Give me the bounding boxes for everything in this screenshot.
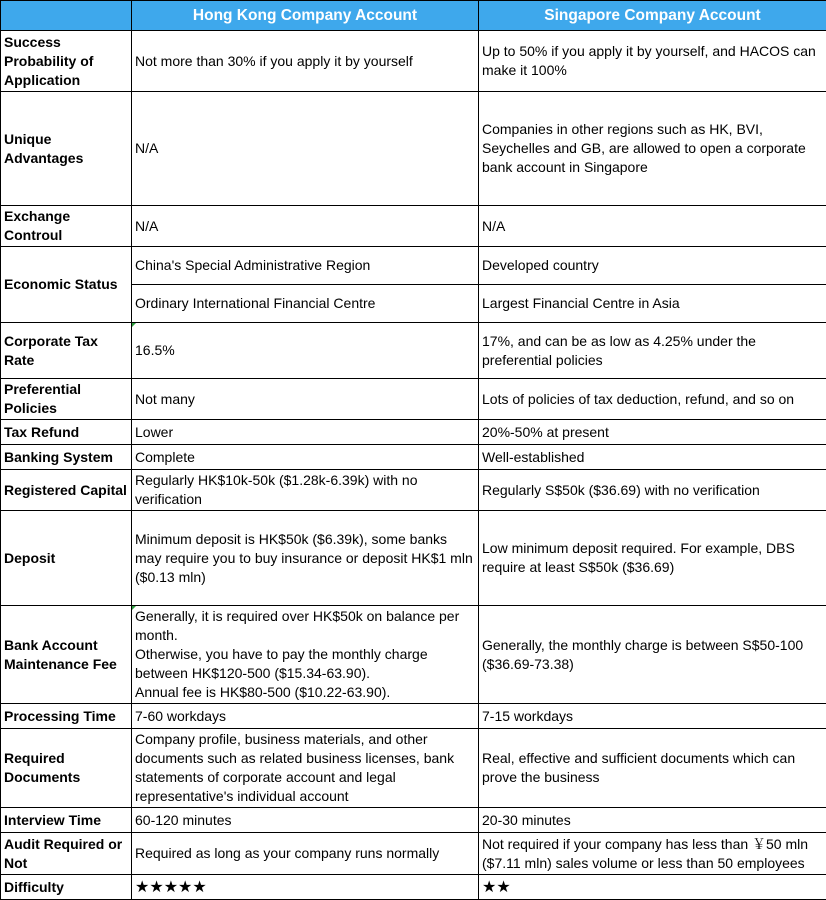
row-label: Unique Advantages — [1, 92, 132, 206]
hk-cell: 60-120 minutes — [132, 808, 479, 833]
row-label: Audit Required or Not — [1, 833, 132, 875]
sg-cell: Well-established — [479, 445, 826, 470]
sg-cell: Regularly S$50k ($36.69) with no verification — [479, 470, 826, 511]
row-label: Registered Capital — [1, 470, 132, 511]
table-row — [1, 92, 826, 206]
row-label: Banking System — [1, 445, 132, 470]
hk-cell: Company profile, business materials, and other documents such as related business licenses, bank statements of corporate account and legal representative's individual account — [132, 729, 479, 808]
hk-cell: Lower — [132, 420, 479, 445]
header-corner-cell — [1, 1, 132, 31]
row-label: Bank Account Maintenance Fee — [1, 606, 132, 704]
hk-cell: Ordinary International Financial Centre — [132, 285, 479, 323]
row-label: Processing Time — [1, 704, 132, 729]
header-hong-kong: Hong Kong Company Account — [132, 1, 479, 31]
row-label: Tax Refund — [1, 420, 132, 445]
sg-cell: 20-30 minutes — [479, 808, 826, 833]
table-row — [1, 729, 826, 808]
hk-cell: Minimum deposit is HK$50k ($6.39k), some banks may require you to buy insurance or deposit HK$1 mln ($0.13 mln) — [132, 511, 479, 606]
sg-cell: 17%, and can be as low as 4.25% under the preferential policies — [479, 323, 826, 379]
row-label: Interview Time — [1, 808, 132, 833]
sg-cell: Not required if your company has less than ￥50 mln ($7.11 mln) sales volume or less than 50 employees — [479, 833, 826, 875]
hk-cell: Complete — [132, 445, 479, 470]
sg-cell: 20%-50% at present — [479, 420, 826, 445]
hk-cell: N/A — [132, 206, 479, 247]
hk-difficulty-stars: ★★★★★ — [132, 875, 479, 900]
table-row — [1, 323, 826, 379]
hk-cell: Required as long as your company runs normally — [132, 833, 479, 875]
hk-cell: 7-60 workdays — [132, 704, 479, 729]
hk-cell: Generally, it is required over HK$50k on balance per month. Otherwise, you have to pay the monthly charge between HK$120-500 ($15.34-63.90). Annual fee is HK$80-500 ($10.22-63.90). — [132, 606, 479, 704]
hk-cell: China's Special Administrative Region — [132, 247, 479, 285]
row-label: Success Probability of Application — [1, 31, 132, 92]
sg-cell: Companies in other regions such as HK, BVI, Seychelles and GB, are allowed to open a corporate bank account in Singapore — [479, 92, 826, 206]
sg-cell: Up to 50% if you apply it by yourself, and HACOS can make it 100% — [479, 31, 826, 92]
table-row — [1, 420, 826, 445]
row-label: Economic Status — [1, 247, 132, 323]
hk-cell: N/A — [132, 92, 479, 206]
table-row — [1, 31, 826, 92]
sg-cell: Low minimum deposit required. For example, DBS require at least S$50k ($36.69) — [479, 511, 826, 606]
sg-cell: N/A — [479, 206, 826, 247]
sg-difficulty-stars: ★★ — [479, 875, 826, 900]
hk-cell: Not many — [132, 379, 479, 420]
table-row — [1, 445, 826, 470]
row-label: Corporate Tax Rate — [1, 323, 132, 379]
table-row — [1, 206, 826, 247]
table-row — [1, 704, 826, 729]
sg-cell: Generally, the monthly charge is between S$50-100 ($36.69-73.38) — [479, 606, 826, 704]
table-row — [1, 875, 826, 900]
sg-cell: Lots of policies of tax deduction, refund, and so on — [479, 379, 826, 420]
table-row — [1, 247, 826, 285]
table-row — [1, 606, 826, 704]
row-label: Deposit — [1, 511, 132, 606]
header-row — [1, 1, 826, 31]
hk-cell: 16.5% — [132, 323, 479, 379]
sg-cell: 7-15 workdays — [479, 704, 826, 729]
table-row — [1, 379, 826, 420]
row-label: Difficulty — [1, 875, 132, 900]
sg-cell: Largest Financial Centre in Asia — [479, 285, 826, 323]
table-row — [1, 511, 826, 606]
hk-cell: Regularly HK$10k-50k ($1.28k-6.39k) with no verification — [132, 470, 479, 511]
table-row — [1, 833, 826, 875]
row-label: Preferential Policies — [1, 379, 132, 420]
row-label: Exchange Controul — [1, 206, 132, 247]
sg-cell: Real, effective and sufficient documents which can prove the business — [479, 729, 826, 808]
table-row — [1, 470, 826, 511]
header-singapore: Singapore Company Account — [479, 1, 826, 31]
row-label: Required Documents — [1, 729, 132, 808]
table-row — [1, 808, 826, 833]
sg-cell: Developed country — [479, 247, 826, 285]
hk-cell: Not more than 30% if you apply it by yourself — [132, 31, 479, 92]
